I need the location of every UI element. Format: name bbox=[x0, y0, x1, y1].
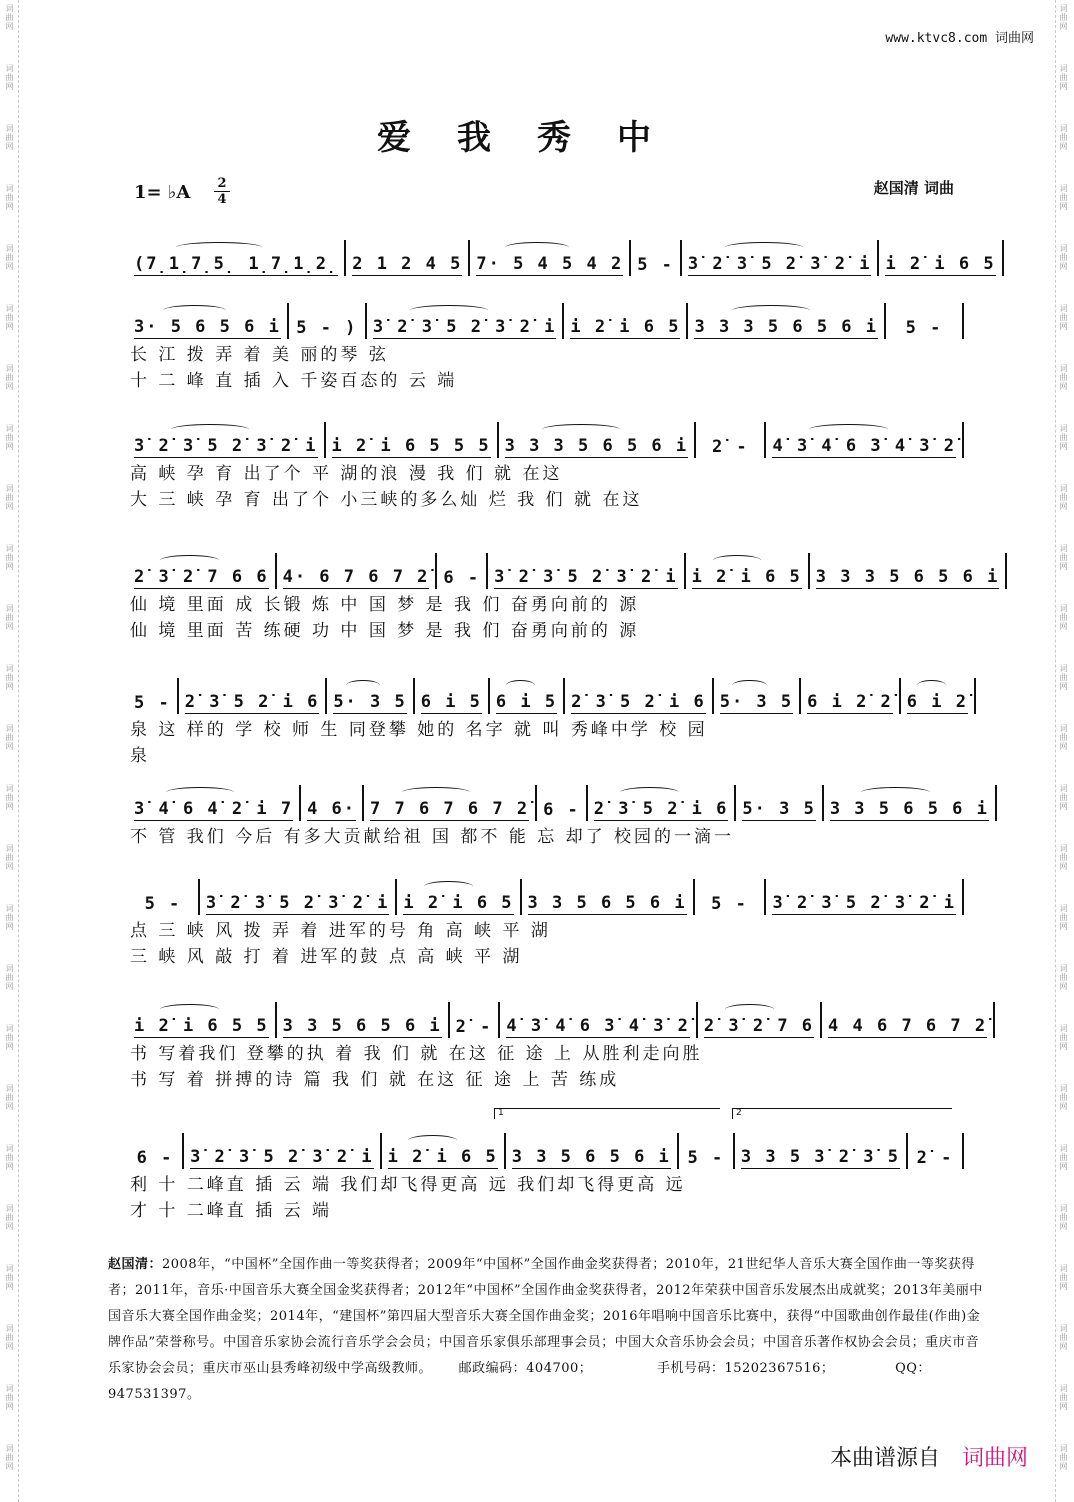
watermark-mark: 词曲网 bbox=[5, 1324, 14, 1351]
note-group: 6 - bbox=[543, 800, 580, 820]
bio-postcode: 邮政编码：404700； bbox=[458, 1361, 593, 1376]
measure bbox=[631, 240, 682, 276]
measure bbox=[415, 678, 490, 714]
note-group: 5 - bbox=[144, 894, 182, 914]
song-title: 爱我秀中 bbox=[377, 118, 697, 158]
watermark-mark: 词曲网 bbox=[1059, 964, 1068, 991]
note-group: 3̇ 2̇ 3̇ 5 2̇ 3̇ 2̇ i bbox=[772, 893, 956, 913]
note-group: i 2̇ i 6 5 bbox=[387, 1147, 498, 1167]
note-group: i 2̇ i 6 5 bbox=[403, 893, 514, 913]
meter-top: 2 bbox=[217, 176, 227, 191]
watermark-mark: 词曲网 bbox=[1059, 604, 1068, 631]
lyric-line: 书 写 着 拼搏的诗 篇 我 们 就 在这 征 途 上 苦 练成 bbox=[130, 1069, 620, 1090]
watermark-mark: 词曲网 bbox=[5, 1264, 14, 1291]
note-group: 3 3 5 6 5 6 i bbox=[829, 799, 989, 819]
measure bbox=[346, 240, 470, 276]
watermark-mark: 词曲网 bbox=[5, 904, 14, 931]
note-group: 3̇ 2̇ 3̇ 5 2̇ 3̇ 2̇ i bbox=[687, 254, 872, 274]
watermark-mark: 词曲网 bbox=[1059, 1024, 1068, 1051]
note-group: 3̇ 2̇ 3̇ 5 2̇ 3̇ 2̇ i bbox=[494, 567, 678, 587]
measure bbox=[128, 422, 326, 458]
note-group: 2̇ - bbox=[711, 437, 749, 457]
score-system bbox=[128, 303, 964, 391]
measure bbox=[736, 785, 823, 821]
measure bbox=[686, 553, 810, 589]
lyric-line: 利 十 二峰直 插 云 端 我们却飞得更高 远 我们却飞得更高 远 bbox=[130, 1174, 686, 1195]
watermark-mark: 词曲网 bbox=[5, 304, 14, 331]
watermark-mark: 词曲网 bbox=[5, 544, 14, 571]
score-system bbox=[128, 785, 989, 847]
watermark-mark: 词曲网 bbox=[5, 1204, 14, 1231]
slur-mark bbox=[725, 242, 803, 253]
note-group: 4· 6 7 6 7 2̇ bbox=[282, 567, 430, 587]
watermark-mark: 词曲网 bbox=[5, 604, 14, 631]
watermark-mark: 词曲网 bbox=[1059, 484, 1068, 511]
note-group: 3̇ 4̇ 6 4̇ 2̇ i 7 bbox=[134, 799, 294, 819]
watermark-mark: 词曲网 bbox=[5, 1144, 14, 1171]
measure bbox=[326, 422, 499, 458]
note-group: 4 4 6 7 6 7 2̇ bbox=[828, 1016, 988, 1036]
watermark-mark: 词曲网 bbox=[5, 484, 14, 511]
note-group: 3 3 5 6 5 6 i bbox=[511, 1147, 671, 1167]
note-group: 5· 3 5 bbox=[719, 692, 794, 712]
slur-mark bbox=[410, 305, 488, 316]
measure bbox=[879, 240, 1003, 276]
watermark-mark: 词曲网 bbox=[1059, 784, 1068, 811]
measure bbox=[810, 553, 1008, 589]
measure bbox=[382, 1133, 506, 1169]
watermark-mark: 词曲网 bbox=[1059, 1204, 1068, 1231]
measure bbox=[128, 303, 289, 339]
measure bbox=[277, 1002, 450, 1038]
slur-mark bbox=[809, 424, 887, 435]
measure bbox=[488, 553, 686, 589]
watermark-mark: 词曲网 bbox=[1059, 64, 1068, 91]
lyric-line: 长 江 拨 弄 着 美 丽的琴 弦 bbox=[130, 344, 389, 365]
measure bbox=[500, 1002, 698, 1038]
lyric-line: 泉 bbox=[130, 745, 150, 766]
measure bbox=[901, 678, 976, 714]
watermark-mark: 词曲网 bbox=[1059, 1084, 1068, 1111]
measure bbox=[301, 785, 364, 821]
score-system bbox=[128, 240, 996, 276]
watermark-mark: 词曲网 bbox=[5, 364, 14, 391]
volta-second-ending: 2 bbox=[732, 1108, 952, 1119]
watermark-mark: 词曲网 bbox=[5, 64, 14, 91]
measure bbox=[537, 785, 588, 821]
note-group: 6 i 2̇ 2̇ bbox=[807, 692, 893, 712]
watermark-mark: 词曲网 bbox=[5, 844, 14, 871]
measure bbox=[714, 678, 801, 714]
watermark-mark: 词曲网 bbox=[1059, 664, 1068, 691]
watermark-mark: 词曲网 bbox=[1059, 544, 1068, 571]
lyric-line: 仙 境 里面 成 长锻 炼 中 国 梦 是 我 们 奋勇向前的 源 bbox=[130, 594, 640, 615]
bio-name: 赵国清： bbox=[108, 1257, 163, 1272]
note-group: 2̇ 3̇ 2̇ 7 6 bbox=[703, 1016, 815, 1036]
score-system bbox=[128, 1002, 988, 1090]
note-group: 7· 5 4 5 4 2 bbox=[476, 254, 624, 274]
lyric-line: 点 三 峡 风 拨 弄 着 进军的号 角 高 峡 平 湖 bbox=[130, 920, 551, 941]
measure bbox=[184, 1133, 382, 1169]
note-group: 3̇ 2̇ 3̇ 5 2̇ 3̇ 2̇ i bbox=[134, 436, 318, 456]
note-group: 2̇ - bbox=[916, 1148, 954, 1168]
note-group: 7 7 6 7 6 7 2̇ bbox=[370, 799, 530, 819]
measure bbox=[128, 1002, 277, 1038]
note-group: 3 3 5 6 5 6 i bbox=[527, 893, 687, 913]
note-group: 2̇ 3̇ 2̇ 7 6 6 bbox=[134, 567, 269, 587]
lyric-line: 仙 境 里面 苦 练硬 功 中 国 梦 是 我 们 奋勇向前的 源 bbox=[130, 620, 640, 641]
watermark-mark: 词曲网 bbox=[1059, 1264, 1068, 1291]
note-group: 4 6· bbox=[307, 799, 357, 819]
lyric-line: 三 峡 风 敲 打 着 进军的鼓 点 高 峡 平 湖 bbox=[130, 946, 523, 967]
measure bbox=[128, 678, 179, 714]
note-group: 3 3 5 3̇ 2̇ 3̇ 5 bbox=[740, 1147, 900, 1167]
measure bbox=[908, 1133, 964, 1169]
slur-mark bbox=[713, 555, 762, 566]
note-group: 6 - bbox=[136, 1148, 174, 1168]
slur-mark bbox=[917, 680, 946, 691]
measure bbox=[128, 240, 346, 276]
measure bbox=[698, 1002, 822, 1038]
measure bbox=[470, 240, 631, 276]
slur-mark bbox=[505, 242, 569, 253]
left-watermark-strip bbox=[2, 0, 19, 1502]
watermark-mark: 词曲网 bbox=[5, 724, 14, 751]
slur-mark bbox=[163, 305, 227, 316]
slur-mark bbox=[620, 787, 679, 798]
note-group: 6 i 5 bbox=[420, 692, 482, 712]
note-group: 2 1 2 4 5 bbox=[352, 254, 463, 274]
note-group: 5· 3 5 bbox=[333, 692, 407, 712]
note-group: 5 - bbox=[637, 255, 674, 275]
lyric-line: 书 写着我们 登攀的执 着 我 们 就 在这 征 途 上 从胜利走向胜 bbox=[130, 1043, 703, 1064]
lyric-line: 泉 这 样的 学 校 师 生 同登攀 她的 名字 就 叫 秀峰中学 校 园 bbox=[130, 719, 708, 740]
lyric-line: 高 峡 孕 育 出了个 平 湖的浪 漫 我 们 就 在这 bbox=[130, 463, 563, 484]
watermark-mark: 词曲网 bbox=[1059, 844, 1068, 871]
slur-mark bbox=[171, 424, 249, 435]
slur-mark bbox=[346, 680, 380, 691]
slur-mark bbox=[542, 424, 620, 435]
watermark-mark: 词曲网 bbox=[1059, 1144, 1068, 1171]
measure bbox=[367, 303, 565, 339]
watermark-mark: 词曲网 bbox=[5, 1384, 14, 1411]
staff-line bbox=[128, 422, 964, 458]
measure bbox=[695, 879, 767, 915]
watermark-mark: 词曲网 bbox=[5, 664, 14, 691]
staff-line bbox=[128, 303, 964, 339]
key-signature: 1= ♭A bbox=[134, 182, 191, 203]
measure bbox=[450, 1002, 501, 1038]
measure bbox=[128, 879, 200, 915]
watermark-mark: 词曲网 bbox=[5, 1444, 14, 1471]
score-system bbox=[128, 678, 968, 766]
watermark-mark: 词曲网 bbox=[5, 124, 14, 151]
watermark-mark: 词曲网 bbox=[5, 184, 14, 211]
bio-text: 2008年，“中国杯”全国作曲一等奖获得者；2009年“中国杯”全国作曲金奖获得者；2010年，21世纪华人音乐大赛全国作曲一等奖获得者；2011年，音乐·中国音乐大赛全国金奖获得者；2012年“中国杯”全国作曲金奖获得者，2012年荣获中国音乐发展杰出成就奖；2013年美丽中国音乐大赛全国作曲金奖；2014年，“建国杯”第四届大型音乐大赛全国作曲金奖；2016年唱响中国音乐比赛中，获得“中国歌曲创作最佳(作曲)金牌作品”荣誉称号。中国音乐家协会流行音乐学会会员；中国音乐家俱乐部理事会员；中国大众音乐协会会员；中国音乐著作权协会会员；重庆市音乐家协会会员；重庆市巫山县秀峰初级中学高级教师。 bbox=[108, 1257, 983, 1376]
slur-mark bbox=[166, 787, 234, 798]
source-label: 本曲谱源自 bbox=[829, 1446, 940, 1471]
measure bbox=[128, 1133, 184, 1169]
measure bbox=[801, 678, 901, 714]
watermark-mark: 词曲网 bbox=[1059, 4, 1068, 31]
watermark-mark: 词曲网 bbox=[5, 1024, 14, 1051]
note-group: 2̇ 3̇ 5 2̇ i 6 bbox=[184, 692, 320, 712]
measure bbox=[200, 879, 398, 915]
measure bbox=[688, 303, 886, 339]
site-url[interactable]: www.ktvc8.com 词曲网 bbox=[885, 31, 1034, 46]
measure bbox=[766, 879, 964, 915]
note-group: 3 3 3 5 6 5 6 i bbox=[694, 317, 879, 337]
staff-line bbox=[128, 785, 989, 821]
measure bbox=[735, 1133, 908, 1169]
note-group: 6 i 5 bbox=[495, 692, 558, 712]
measure bbox=[766, 422, 964, 458]
staff-line bbox=[128, 1002, 988, 1038]
watermark-mark: 词曲网 bbox=[1059, 1384, 1068, 1411]
watermark-mark: 词曲网 bbox=[1059, 424, 1068, 451]
measure bbox=[277, 553, 438, 589]
staff-line bbox=[128, 553, 1000, 589]
note-group: i 2̇ i 6 5 bbox=[885, 254, 996, 274]
slur-mark bbox=[160, 555, 219, 566]
note-group: 3 3 3 5 6 5 6 i bbox=[504, 436, 689, 456]
watermark-mark: 词曲网 bbox=[5, 1084, 14, 1111]
note-group: 2̇ - bbox=[455, 1017, 493, 1037]
measure bbox=[522, 879, 695, 915]
watermark-mark: 词曲网 bbox=[5, 964, 14, 991]
note-group: 3̇ 2̇ 3̇ 5 2̇ 3̇ 2̇ i bbox=[372, 317, 557, 337]
right-watermark-strip bbox=[1055, 0, 1072, 1502]
note-group: 2̇ 3̇ 5 2̇ i 6 bbox=[593, 799, 729, 819]
note-group: 3 3 5 6 5 6 i bbox=[282, 1016, 442, 1036]
measure bbox=[682, 240, 880, 276]
watermark-mark: 词曲网 bbox=[1059, 364, 1068, 391]
measure bbox=[824, 785, 997, 821]
measure bbox=[289, 303, 367, 339]
measure bbox=[437, 553, 488, 589]
measure bbox=[822, 1002, 995, 1038]
score-system bbox=[128, 553, 1000, 641]
measure bbox=[679, 1133, 735, 1169]
slur-mark bbox=[506, 680, 535, 691]
composer-bio bbox=[108, 1252, 984, 1408]
measure bbox=[364, 785, 537, 821]
measure bbox=[179, 678, 328, 714]
note-group: 5 - bbox=[134, 693, 171, 713]
watermark-mark: 词曲网 bbox=[5, 244, 14, 271]
watermark-mark: 词曲网 bbox=[1059, 304, 1068, 331]
lyric-line: 大 三 峡 孕 育 出了个 小三峡的多么灿 烂 我 们 就 在这 bbox=[130, 489, 643, 510]
note-group: 5· 3 5 bbox=[742, 799, 816, 819]
slur-mark bbox=[725, 1004, 774, 1015]
staff-line bbox=[128, 678, 968, 714]
note-group: 4̇ 3̇ 4̇ 6 3̇ 4̇ 3̇ 2̇ bbox=[506, 1016, 690, 1036]
measure bbox=[564, 303, 688, 339]
note-group: i 2̇ i 6 5 5 bbox=[134, 1016, 269, 1036]
note-group: 2̇ 3̇ 5 2̇ i 6 bbox=[571, 692, 706, 712]
watermark-mark: 词曲网 bbox=[5, 424, 14, 451]
note-group: 3̇ 2̇ 3̇ 5 2̇ 3̇ 2̇ i bbox=[205, 893, 390, 913]
watermark-mark: 词曲网 bbox=[1059, 1324, 1068, 1351]
note-group: i 2̇ i 6 5 bbox=[570, 317, 681, 337]
measure bbox=[490, 678, 565, 714]
slur-mark bbox=[402, 787, 470, 798]
score-system bbox=[128, 422, 964, 510]
lyric-line: 十 二 峰 直 插 入 千姿百态的 云 端 bbox=[130, 370, 458, 391]
measure bbox=[886, 303, 964, 339]
staff-line bbox=[128, 879, 964, 915]
note-group: 3̇ 2̇ 3̇ 5 2̇ 3̇ 2̇ i bbox=[190, 1147, 374, 1167]
measure bbox=[128, 785, 301, 821]
composer-credit: 赵国清 词曲 bbox=[873, 179, 954, 197]
volta-first-ending: 1 bbox=[494, 1108, 720, 1119]
slur-mark bbox=[424, 881, 473, 892]
measure bbox=[327, 678, 414, 714]
note-group: i 2̇ i 6 5 5 5 bbox=[331, 436, 491, 456]
note-group: 3· 5 6 5 6 i bbox=[134, 317, 281, 337]
slur-mark bbox=[176, 242, 262, 253]
slur-mark bbox=[408, 1135, 457, 1146]
note-group: 5 - bbox=[687, 1148, 725, 1168]
time-signature bbox=[214, 176, 230, 207]
watermark-mark: 词曲网 bbox=[1059, 724, 1068, 751]
note-group: 3 3 3 5 6 5 6 i bbox=[815, 567, 1000, 587]
meter-bottom: 4 bbox=[214, 191, 230, 207]
lyric-line: 才 十 二峰直 插 云 端 bbox=[130, 1200, 333, 1221]
measure bbox=[588, 785, 737, 821]
note-group: 4̇ 3̇ 4̇ 6 3̇ 4̇ 3̇ 2̇ bbox=[772, 436, 956, 456]
watermark-mark: 词曲网 bbox=[5, 784, 14, 811]
bio-phone: 手机号码：15202367516； bbox=[656, 1361, 835, 1376]
staff-line bbox=[128, 1133, 964, 1169]
note-group: i 2̇ i 6 5 bbox=[691, 567, 802, 587]
measure bbox=[499, 422, 697, 458]
slur-mark bbox=[160, 1004, 219, 1015]
bio-qq: QQ：947531397。 bbox=[108, 1361, 931, 1402]
watermark-mark: 词曲网 bbox=[1059, 124, 1068, 151]
measure bbox=[506, 1133, 679, 1169]
note-group: 5 - bbox=[905, 318, 943, 338]
staff-line bbox=[128, 240, 996, 276]
measure bbox=[128, 553, 277, 589]
watermark-mark: 词曲网 bbox=[1059, 244, 1068, 271]
watermark-mark: 词曲网 bbox=[1059, 184, 1068, 211]
measure bbox=[565, 678, 714, 714]
measure bbox=[397, 879, 521, 915]
note-group: 6 - bbox=[443, 568, 481, 588]
note-group: 5 - ) bbox=[296, 318, 358, 338]
watermark-mark: 词曲网 bbox=[1059, 1444, 1068, 1471]
slur-mark bbox=[732, 680, 766, 691]
lyric-line: 不 管 我们 今后 有多大贡献给祖 国 都不 能 忘 却了 校园的一滴一 bbox=[130, 826, 735, 847]
source-credit bbox=[830, 1441, 1028, 1472]
source-brand-link[interactable]: 词曲网 bbox=[961, 1446, 1028, 1471]
slur-mark bbox=[861, 787, 929, 798]
note-group: 5 - bbox=[711, 894, 748, 914]
note-group: (7̣1̣7̣5̣ 1̣7̣1̣2̣ bbox=[134, 254, 339, 274]
watermark-mark: 词曲网 bbox=[5, 4, 14, 31]
watermark-mark: 词曲网 bbox=[1059, 904, 1068, 931]
score-system bbox=[128, 879, 964, 967]
measure bbox=[696, 422, 766, 458]
note-group: 6 i 2̇ bbox=[906, 692, 968, 712]
slur-mark bbox=[732, 305, 810, 316]
score-system bbox=[128, 1133, 964, 1221]
